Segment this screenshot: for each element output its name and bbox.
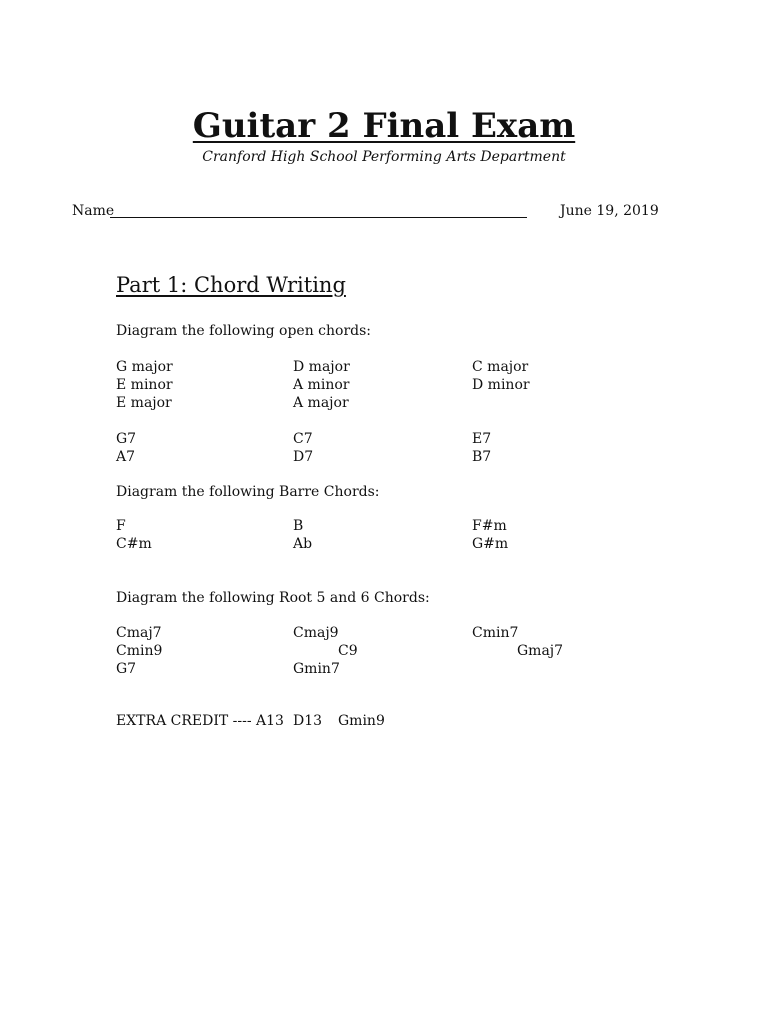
chord-label: E minor	[116, 377, 173, 393]
name-label: Name	[72, 203, 115, 219]
chord-label: A7	[116, 449, 136, 465]
chord-label: F	[116, 518, 126, 534]
chord-label: G7	[116, 431, 137, 447]
chord-label: Gmin7	[293, 661, 340, 677]
barre-chords-instruction: Diagram the following Barre Chords:	[116, 484, 380, 500]
chord-label: G major	[116, 359, 173, 375]
chord-label: D7	[293, 449, 314, 465]
extra-credit-label: EXTRA CREDIT ---- A13	[116, 713, 284, 729]
name-blank-line	[110, 217, 527, 218]
exam-title: Guitar 2 Final Exam	[192, 106, 576, 146]
chord-label: E7	[472, 431, 492, 447]
chord-label: A minor	[293, 377, 350, 393]
open-chords-instruction: Diagram the following open chords:	[116, 323, 372, 339]
root56-chords-instruction: Diagram the following Root 5 and 6 Chords:	[116, 590, 430, 606]
chord-label: Ab	[293, 536, 313, 552]
chord-label: B7	[472, 449, 492, 465]
chord-label: D13	[293, 713, 323, 729]
chord-label: G7	[116, 661, 137, 677]
chord-label: B	[293, 518, 304, 534]
chord-label: C#m	[116, 536, 152, 552]
part1-heading: Part 1: Chord Writing	[116, 273, 346, 297]
chord-label: E major	[116, 395, 172, 411]
chord-label: G#m	[472, 536, 509, 552]
chord-label: D minor	[472, 377, 530, 393]
exam-date: June 19, 2019	[560, 203, 659, 219]
chord-label: Cmin9	[116, 643, 163, 659]
chord-label: C major	[472, 359, 529, 375]
chord-label: F#m	[472, 518, 507, 534]
chord-label: Cmaj7	[116, 625, 162, 641]
chord-label: C9	[338, 643, 358, 659]
chord-label: Cmin7	[472, 625, 519, 641]
chord-label: D major	[293, 359, 350, 375]
chord-label: Gmin9	[338, 713, 385, 729]
department-subtitle: Cranford High School Performing Arts Department	[202, 149, 566, 165]
chord-label: C7	[293, 431, 313, 447]
chord-label: A major	[293, 395, 349, 411]
chord-label: Gmaj7	[517, 643, 564, 659]
chord-label: Cmaj9	[293, 625, 339, 641]
